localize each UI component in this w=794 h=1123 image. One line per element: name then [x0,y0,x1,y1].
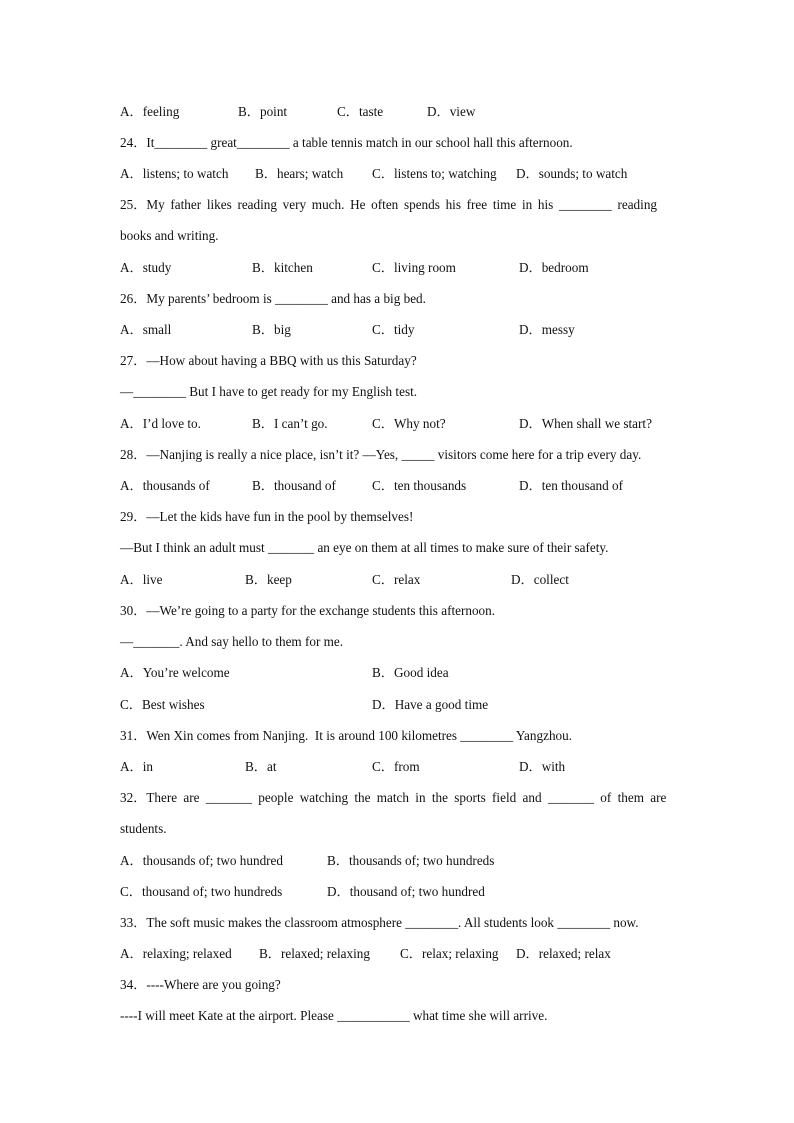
option-a: A．feeling [120,104,180,119]
question-34-cont: ----I will meet Kate at the airport. Please ___________ what time she will arrive. [120,1008,548,1023]
question-24: 24．It________ great________ a table tennis match in our school hall this afternoon. [120,135,573,150]
q31-option-d: D．with [519,759,566,774]
q25-option-a: A．study [120,260,172,275]
q27-option-d: D．When shall we start? [519,416,652,431]
q24-option-b: B．hears; watch [255,166,344,181]
question-29-cont: —But I think an adult must _______ an eye on them at all times to make sure of their safety. [120,540,609,555]
q27-option-a: A．I’d love to. [120,416,201,431]
q26-option-d: D．messy [519,322,575,337]
q28-option-a: A．thousands of [120,478,210,493]
question-26: 26．My parents’ bedroom is ________ and has a big bed. [120,291,426,306]
q25-option-b: B．kitchen [252,260,313,275]
q29-option-a: A．live [120,572,163,587]
q29-option-d: D．collect [511,572,569,587]
q24-option-d: D．sounds; to watch [516,166,628,181]
q29-option-c: C．relax [372,572,421,587]
q32-option-a: A．thousands of; two hundred [120,853,283,868]
q28-option-c: C．ten thousands [372,478,467,493]
question-28: 28．—Nanjing is really a nice place, isn’t it? —Yes, _____ visitors come here for a trip every day. [120,447,642,462]
question-25-cont: books and writing. [120,228,219,243]
q32-option-d: D．thousand of; two hundred [327,884,485,899]
question-30-cont: —_______. And say hello to them for me. [120,634,344,649]
q27-option-b: B．I can’t go. [252,416,328,431]
q32-option-c: C．thousand of; two hundreds [120,884,283,899]
q30-option-b: B．Good idea [372,665,449,680]
question-31: 31．Wen Xin comes from Nanjing. It is around 100 kilometres ________ Yangzhou. [120,728,573,743]
q31-option-b: B．at [245,759,277,774]
question-29: 29．—Let the kids have fun in the pool by themselves! [120,509,414,524]
option-b: B．point [238,104,288,119]
q33-option-c: C．relax; relaxing [400,946,499,961]
q27-option-c: C．Why not? [372,416,446,431]
question-27-cont: —________ But I have to get ready for my English test. [120,384,418,399]
q25-option-d: D．bedroom [519,260,589,275]
q31-option-a: A．in [120,759,153,774]
q28-option-d: D．ten thousand of [519,478,624,493]
q24-option-a: A．listens; to watch [120,166,229,181]
q26-option-b: B．big [252,322,291,337]
q31-option-c: C．from [372,759,420,774]
question-32-cont: students. [120,821,167,836]
question-33: 33．The soft music makes the classroom atmosphere ________. All students look ________ now. [120,915,639,930]
question-32: 32．There are _______ people watching the match in the sports field and _______ of them are [120,790,667,805]
question-34: 34．----Where are you going? [120,977,281,992]
q28-option-b: B．thousand of [252,478,336,493]
q25-option-c: C．living room [372,260,456,275]
option-c: C．taste [337,104,384,119]
question-25: 25．My father likes reading very much. He often spends his free time in his ________ reading [120,197,658,212]
q30-option-d: D．Have a good time [372,697,489,712]
q26-option-c: C．tidy [372,322,415,337]
q24-option-c: C．listens to; watching [372,166,497,181]
q33-option-b: B．relaxed; relaxing [259,946,370,961]
option-d: D．view [427,104,476,119]
q30-option-c: C．Best wishes [120,697,205,712]
q30-option-a: A．You’re welcome [120,665,230,680]
q32-option-b: B．thousands of; two hundreds [327,853,495,868]
q33-option-a: A．relaxing; relaxed [120,946,232,961]
q29-option-b: B．keep [245,572,292,587]
question-27: 27．—How about having a BBQ with us this Saturday? [120,353,417,368]
q33-option-d: D．relaxed; relax [516,946,611,961]
question-30: 30．—We’re going to a party for the exchange students this afternoon. [120,603,496,618]
q26-option-a: A．small [120,322,172,337]
